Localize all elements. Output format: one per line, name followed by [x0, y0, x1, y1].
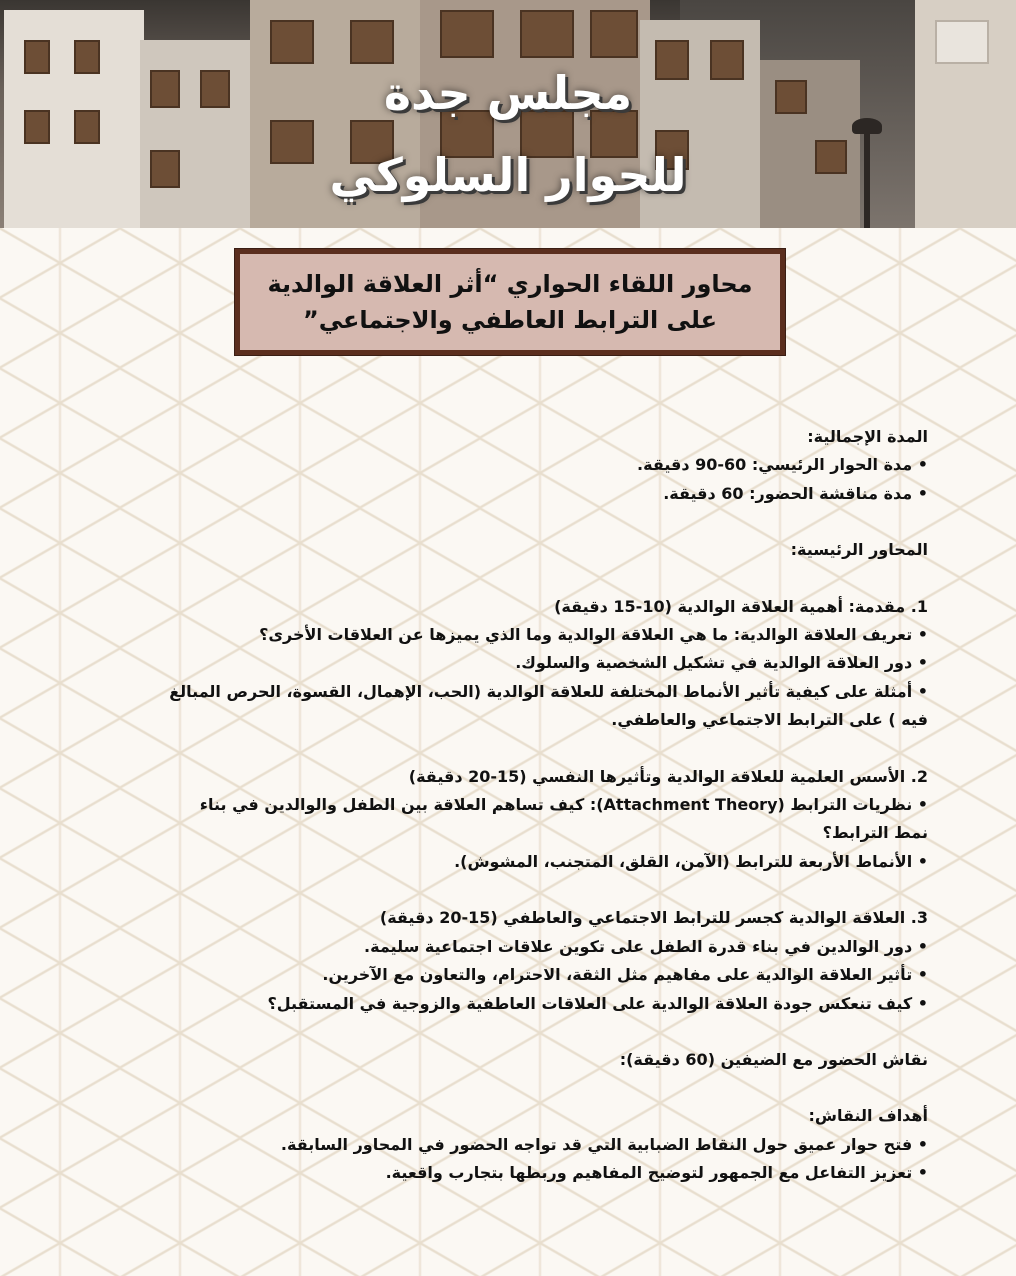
- duration-title: المدة الإجمالية:: [807, 427, 928, 446]
- heading-line-1: محاور اللقاء الحواري “أثر العلاقة الوالدية: [267, 270, 753, 298]
- section-3-item: • دور الوالدين في بناء قدرة الطفل على تكوين علاقات اجتماعية سليمة.: [364, 936, 928, 956]
- header-banner: [0, 0, 1016, 228]
- title-line-2: للحوار السلوكي: [329, 148, 687, 202]
- section-1-item: • أمثلة على كيفية تأثير الأنماط المختلفة للعلاقة الوالدية (الحب، الإهمال، القسوة، الحرص المبالغ: [169, 681, 928, 701]
- section-1-item: • تعريف العلاقة الوالدية: ما هي العلاقة الوالدية وما الذي يميزها عن العلاقات الأخرى؟: [259, 625, 928, 645]
- main-axes-title: المحاور الرئيسية:: [790, 540, 928, 560]
- page-title: [0, 52, 1016, 216]
- section-2-title: 2. الأسس العلمية للعلاقة الوالدية وتأثيرها النفسي (15-20 دقيقة): [408, 766, 928, 786]
- section-1-title: 1. مقدمة: أهمية العلاقة الوالدية (10-15 دقيقة): [554, 596, 928, 616]
- discussion-title: نقاش الحضور مع الضيفين (60 دقيقة):: [619, 1049, 928, 1069]
- section-1-item: • دور العلاقة الوالدية في تشكيل الشخصية والسلوك.: [515, 653, 928, 673]
- section-3-title: 3. العلاقة الوالدية كجسر للترابط الاجتماعي والعاطفي (15-20 دقيقة): [379, 908, 928, 928]
- section-3-item: • كيف تنعكس جودة العلاقة الوالدية على العلاقات العاطفية والزوجية في المستقبل؟: [267, 993, 928, 1013]
- section-2-item: • نظريات الترابط (Attachment Theory): كيف تساهم العلاقة بين الطفل والوالدين في بناء: [199, 795, 928, 815]
- heading-line-2: على الترابط العاطفي والاجتماعي”: [302, 306, 718, 334]
- document-body: [86, 423, 928, 1188]
- section-3-item: • تأثير العلاقة الوالدية على مفاهيم مثل الثقة، الاحترام، والتعاون مع الآخرين.: [322, 965, 928, 985]
- section-1-item: فيه ) على الترابط الاجتماعي والعاطفي.: [611, 710, 928, 730]
- title-line-1: مجلس جدة: [383, 66, 633, 120]
- duration-item: • مدة مناقشة الحضور: 60 دقيقة.: [663, 483, 928, 503]
- section-2-item: • الأنماط الأربعة للترابط (الآمن، القلق، المتجنب، المشوش).: [454, 851, 928, 871]
- section-2-item: نمط الترابط؟: [822, 823, 928, 843]
- goals-item: • فتح حوار عميق حول النقاط الضبابية التي قد تواجه الحضور في المحاور السابقة.: [280, 1134, 928, 1154]
- goals-item: • تعزيز التفاعل مع الجمهور لتوضيح المفاهيم وربطها بتجارب واقعية.: [385, 1163, 928, 1183]
- session-heading-box: [235, 249, 785, 355]
- goals-title: أهداف النقاش:: [808, 1106, 928, 1126]
- duration-item: • مدة الحوار الرئيسي: 60-90 دقيقة.: [637, 455, 928, 475]
